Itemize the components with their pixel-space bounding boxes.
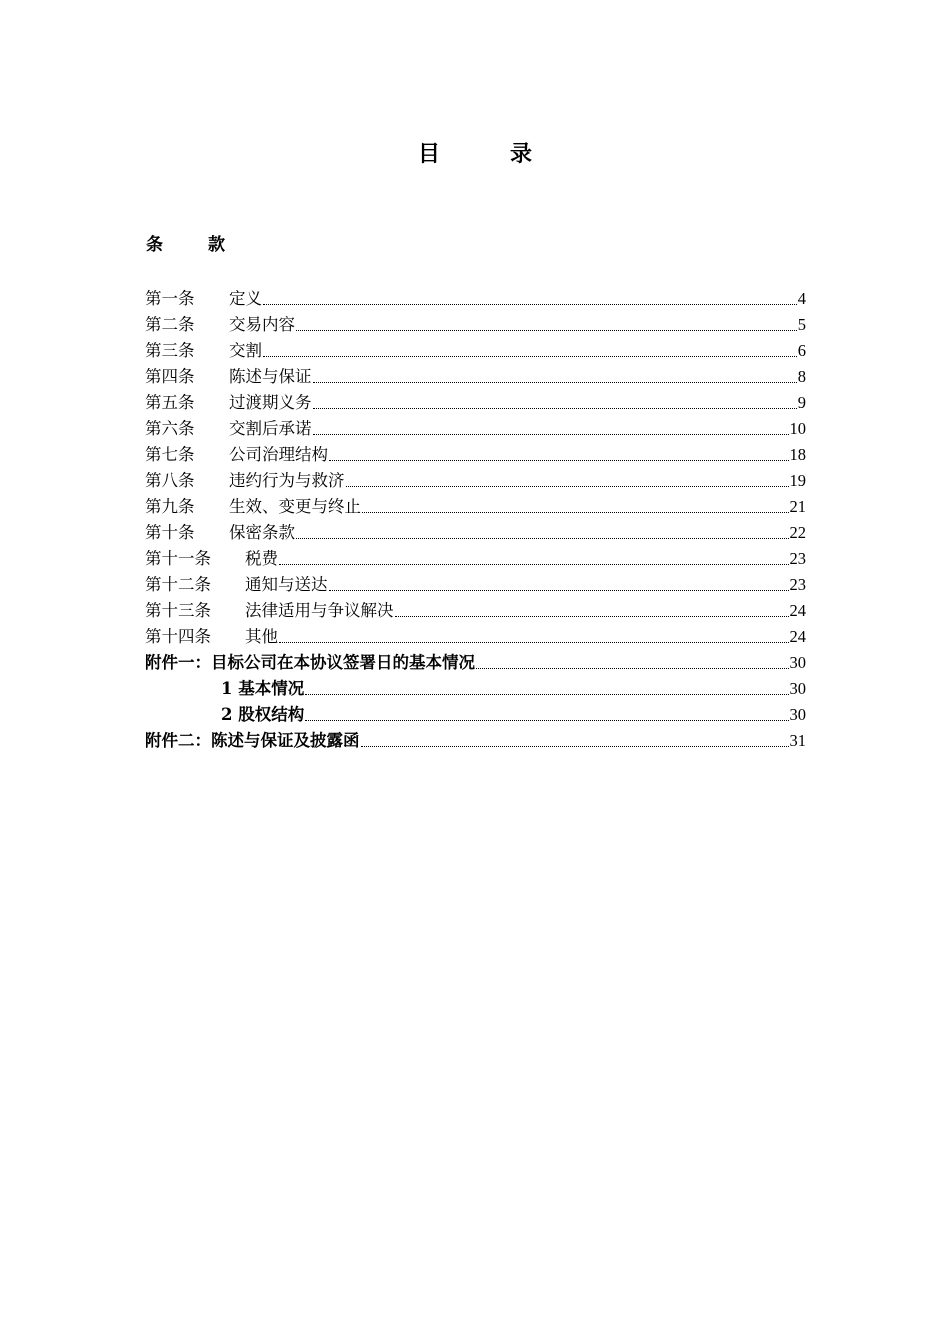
toc-page-number: 21 [789, 497, 806, 516]
toc-entry-title: 其他 [245, 627, 278, 646]
toc-dot-leader [279, 548, 789, 570]
toc-entry-number: 第五条 [145, 393, 195, 412]
toc-page-number: 30 [789, 679, 806, 698]
toc-entry-number: 第二条 [145, 315, 195, 334]
toc-entry-3[interactable] [145, 336, 806, 362]
toc-entry-number: 第十四条 [145, 627, 211, 646]
toc-page-number: 9 [797, 393, 806, 412]
toc-entry-title: 定义 [229, 289, 262, 308]
toc-entry-number: 第十二条 [145, 575, 211, 594]
toc-entry-title: 交割 [229, 341, 262, 360]
toc-entry-title: 陈述与保证 [229, 367, 312, 386]
toc-page-number: 19 [789, 471, 806, 490]
toc-entry-8[interactable] [145, 466, 806, 492]
toc-dot-leader [313, 418, 789, 440]
toc-entry-title: 交割后承诺 [229, 419, 312, 438]
toc-page-number: 10 [789, 419, 806, 438]
toc-entry-title: 公司治理结构 [229, 445, 328, 464]
toc-dot-leader [263, 288, 797, 310]
toc-entry-title: 生效、变更与终止 [229, 497, 361, 516]
toc-entry-number: 第四条 [145, 367, 195, 386]
toc-dot-leader [329, 574, 789, 596]
toc-page-number: 8 [797, 367, 806, 386]
toc-dot-leader [395, 600, 789, 622]
toc-entry-9[interactable] [145, 492, 806, 518]
toc-page-number: 18 [789, 445, 806, 464]
toc-appendix-1-basic-info[interactable] [145, 674, 806, 700]
toc-page-number: 30 [789, 653, 806, 672]
toc-entry-5[interactable] [145, 388, 806, 414]
toc-page-number: 24 [789, 627, 806, 646]
toc-entry-title: 过渡期义务 [229, 393, 312, 412]
toc-entry-number: 第八条 [145, 471, 195, 490]
toc-entry-title: 法律适用与争议解决 [245, 601, 394, 620]
toc-dot-leader [361, 730, 789, 752]
toc-entry-number: 第三条 [145, 341, 195, 360]
toc-entry-2[interactable] [145, 310, 806, 336]
toc-entry-10[interactable] [145, 518, 806, 544]
toc-appendix-1-equity-structure[interactable] [145, 700, 806, 726]
toc-entry-number: 第一条 [145, 289, 195, 308]
toc-entry-title: 交易内容 [229, 315, 295, 334]
toc-entry-11[interactable] [145, 544, 806, 570]
toc-dot-leader [305, 704, 788, 726]
toc-entry-13[interactable] [145, 596, 806, 622]
toc-page-number: 24 [789, 601, 806, 620]
toc-appendix-title: 附件一：目标公司在本协议签署日的基本情况 [145, 653, 475, 672]
toc-page-number: 22 [789, 523, 806, 542]
toc-page-number: 5 [797, 315, 806, 334]
toc-page-number: 23 [789, 575, 806, 594]
toc-entry-14[interactable] [145, 622, 806, 648]
toc-dot-leader [279, 626, 789, 648]
toc-entry-title: 保密条款 [229, 523, 295, 542]
section-heading: 条 款 [146, 235, 239, 255]
toc-entry-12[interactable] [145, 570, 806, 596]
table-of-contents [145, 284, 806, 752]
toc-dot-leader [362, 496, 789, 518]
toc-entry-7[interactable] [145, 440, 806, 466]
toc-appendix-2[interactable] [145, 726, 806, 752]
toc-dot-leader [476, 652, 789, 674]
toc-entry-6[interactable] [145, 414, 806, 440]
toc-dot-leader [313, 392, 797, 414]
toc-page-number: 6 [797, 341, 806, 360]
toc-appendix-title: 附件二：陈述与保证及披露函 [145, 731, 360, 750]
toc-dot-leader [296, 314, 797, 336]
toc-entry-title: 税费 [245, 549, 278, 568]
toc-dot-leader [346, 470, 789, 492]
toc-entry-title: 通知与送达 [245, 575, 328, 594]
toc-dot-leader [313, 366, 797, 388]
toc-appendix-subtitle: 1 基本情况 [221, 679, 305, 698]
toc-page-number: 31 [789, 731, 806, 750]
toc-entry-1[interactable] [145, 284, 806, 310]
toc-entry-number: 第七条 [145, 445, 195, 464]
toc-entry-number: 第十一条 [145, 549, 211, 568]
toc-page-number: 30 [789, 705, 806, 724]
page-title: 目 录 [417, 141, 556, 167]
toc-page-number: 4 [797, 289, 806, 308]
toc-entry-number: 第九条 [145, 497, 195, 516]
toc-entry-title: 违约行为与救济 [229, 471, 345, 490]
toc-appendix-subtitle: 2 股权结构 [221, 705, 305, 724]
toc-entry-number: 第六条 [145, 419, 195, 438]
toc-appendix-1[interactable] [145, 648, 806, 674]
toc-entry-4[interactable] [145, 362, 806, 388]
toc-dot-leader [329, 444, 789, 466]
toc-entry-number: 第十三条 [145, 601, 211, 620]
toc-entry-number: 第十条 [145, 523, 195, 542]
toc-page-number: 23 [789, 549, 806, 568]
toc-dot-leader [263, 340, 797, 362]
toc-dot-leader [296, 522, 789, 544]
toc-dot-leader [305, 678, 788, 700]
